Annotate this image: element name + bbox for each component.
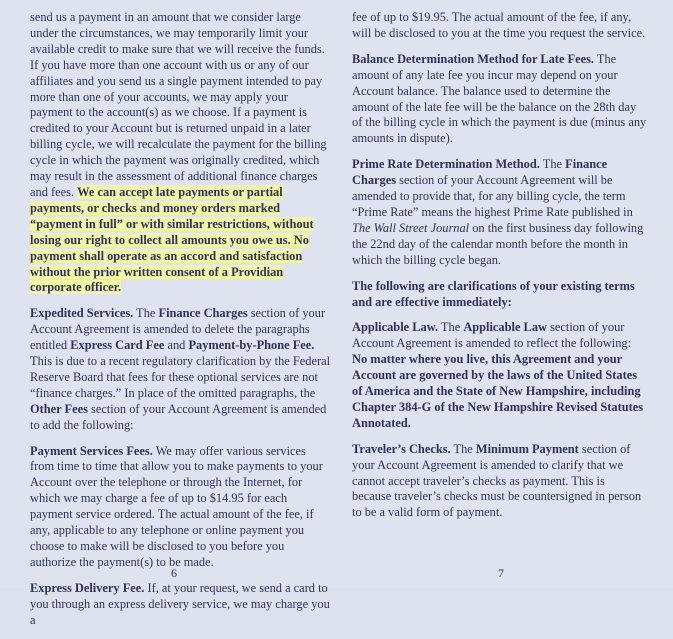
- paragraph-text: send us a payment in an amount that we consider large under the circumstances, we may temporarily limit your available credit to make sure that we will receive the funds. If you have more than one account with us or any of our affiliates and you send us a single payment intended to pay more than one of your accounts, we may apply your payment to the account(s) as we choose. If a payment is credited to your Account but is returned unpaid in a later billing cycle, we will recalculate the payment for the billing cycle in which the payment was originally credited, which may result in the assessment of additional finance charges and fees.: [30, 10, 327, 199]
- text: The: [133, 306, 159, 321]
- highlighted-text: We can accept late payments or partial payments, or checks and money orders marked “payment in full” or with similar restrictions, without losing our right to collect all amounts you owe us. No payment shall operate as an accord and satisfaction without the prior written consent of a Providian corporate officer.: [30, 184, 314, 295]
- text: We may offer various services from time to time that allow you to make payments to your Account over the telephone or through the Internet, for which we may charge a fee of up to $14.95 for each payment service ordered. The actual amount of the fee, if any, applicable to any telephone or online payment you choose to make will be disclosed to you before you authorize the payment(s) to be made.: [30, 443, 323, 569]
- text: The: [450, 441, 476, 456]
- bold-term: Express Card Fee: [70, 338, 165, 353]
- bold-term: Finance Charges: [352, 157, 608, 188]
- paragraph-payment-services-fees: [30, 444, 330, 571]
- text: and: [164, 338, 189, 353]
- paragraph-prime-rate: [352, 157, 647, 268]
- section-heading: Balance Determination Method for Late Fees.: [352, 51, 595, 66]
- right-page-column: [352, 10, 647, 531]
- section-heading: Traveler’s Checks.: [352, 441, 451, 456]
- section-heading: Applicable Law.: [352, 320, 439, 335]
- page-number-right: 7: [498, 566, 504, 580]
- bold-term: Applicable Law: [463, 320, 547, 335]
- text: The amount of any late fee you incur may depend on your Account balance. The balance used to determine the amount of the late fee will be the balance on the 28th day of the billing cycle in which the payment is due (minus any amounts in dispute).: [352, 51, 647, 146]
- paragraph-expedited-services: [30, 306, 330, 433]
- bold-term: Other Fees: [30, 401, 88, 416]
- section-heading: Express Delivery Fee.: [30, 580, 145, 595]
- section-heading: Expedited Services.: [30, 306, 134, 321]
- section-heading: Prime Rate Determination Method.: [352, 157, 540, 172]
- left-page-column: [30, 10, 330, 639]
- bold-term: Minimum Payment: [475, 441, 579, 456]
- section-heading: The following are clarifications of your existing terms and are effective immediately:: [352, 278, 635, 309]
- paragraph-clarifications-heading: [352, 279, 647, 311]
- text: If, at your request, we send a card to you through an express delivery service, we may charge you a: [30, 580, 330, 627]
- paragraph-fee-continued: fee of up to $19.95. The actual amount of the fee, if any, will be disclosed to you at the time you request the service.: [352, 10, 646, 40]
- text: The: [539, 157, 566, 172]
- text: This is due to a recent regulatory clarification by the Federal Reserve Board that fees for these optional services are not “finance charges.” In place of the omitted paragraphs, the: [30, 354, 331, 400]
- bold-term: Finance Charges: [158, 306, 248, 321]
- paragraph-payments: [30, 10, 330, 296]
- bold-term: Payment-by-Phone Fee.: [188, 338, 315, 353]
- text: section of your Account Agreement will be amended to provide that, for any billing cycle, the term “Prime Rate” means the highest Prime Rate published in: [352, 173, 633, 219]
- text: on the first business day following the 22nd day of the calendar month before the month in which the billing cycle began.: [352, 220, 644, 267]
- italic-title: The Wall Street Journal: [352, 220, 470, 235]
- bold-statement: No matter where you live, this Agreement and your Account are governed by the laws of the United States of America and the State of New Hampshire, including Chapter 384-G of the New Hampshire Revised Statutes Annotated.: [352, 352, 644, 430]
- text: section of your Account Agreement is amended to reflect the following:: [352, 320, 632, 351]
- page-number-left: 6: [171, 566, 177, 580]
- text: section of your Account Agreement is amended to clarify that we cannot accept traveler’s checks as payment. This is because traveler’s checks must be countersigned in person to be a valid form of payment.: [352, 441, 642, 520]
- text: section of your Account Agreement is amended to delete the paragraphs entitled: [30, 306, 326, 353]
- paragraph-travelers-checks: [352, 442, 647, 522]
- paragraph-balance-determination: [352, 52, 647, 147]
- section-heading: Payment Services Fees.: [30, 443, 153, 458]
- text: section of your Account Agreement is amended to add the following:: [30, 401, 327, 432]
- text: The: [438, 320, 464, 335]
- paragraph-applicable-law: [352, 320, 647, 431]
